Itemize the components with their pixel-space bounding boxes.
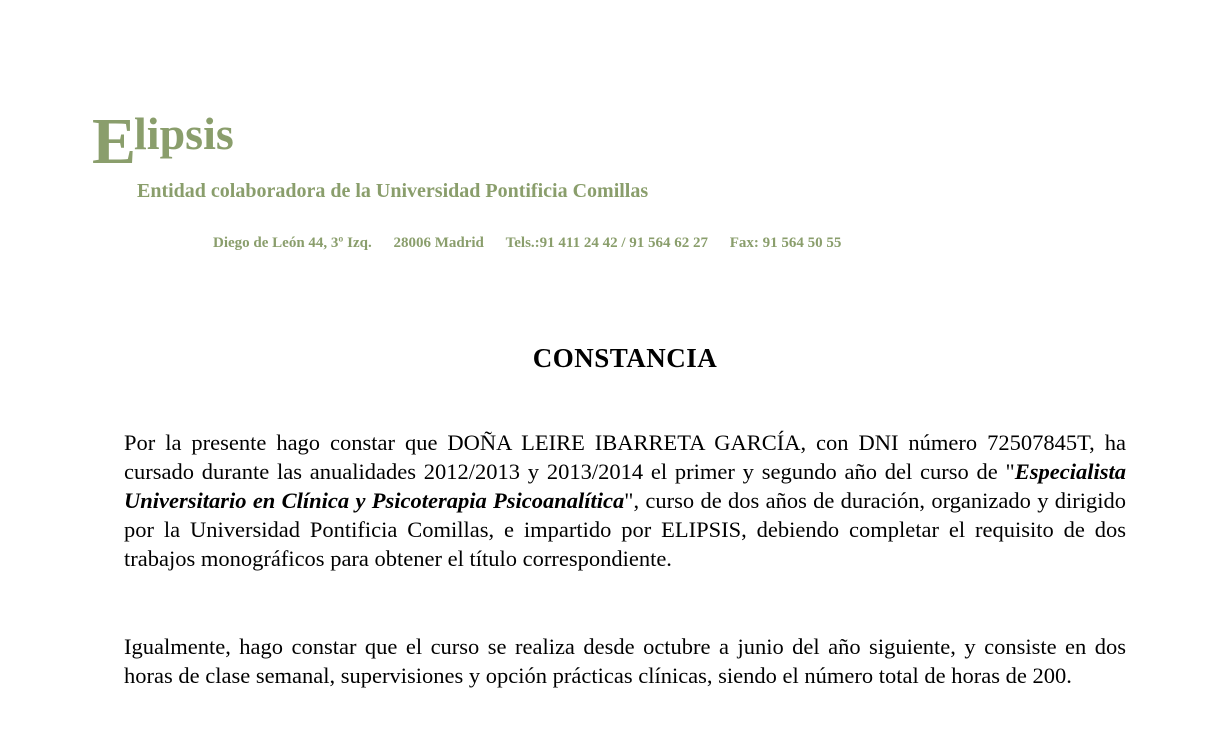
letterhead-contact xyxy=(213,235,841,252)
paragraph-1 xyxy=(124,428,1126,573)
elipsis-logo xyxy=(92,105,234,178)
letterhead-fax: Fax: 91 564 50 55 xyxy=(729,235,842,251)
paragraph-1-intro: Por la presente hago constar que DOÑA LEIRE IBARRETA GARCÍA, con DNI número 72507845T, ha cursado durante las anualidades 2012/2013 y 2013/2014 el primer y segundo año del curso de " xyxy=(124,430,1126,484)
course-name: Especialista Universitario en Clínica y Psicoterapia Psicoanalítica xyxy=(124,459,1126,513)
logo-text: lipsis xyxy=(134,108,234,159)
letterhead-tagline: Entidad colaboradora de la Universidad Pontificia Comillas xyxy=(137,180,649,202)
document-title: CONSTANCIA xyxy=(532,343,718,373)
logo-initial: E xyxy=(92,105,135,178)
paragraph-1-outro: ", curso de dos años de duración, organizado y dirigido por la Universidad Pontificia Comillas, e impartido por ELIPSIS, debiendo completar el requisito de dos trabajos monográficos para obtener el título correspondiente. xyxy=(124,488,1127,571)
letterhead-postal: 28006 Madrid xyxy=(393,235,484,251)
letterhead-address: Diego de León 44, 3º Izq. xyxy=(213,235,372,251)
letterhead-phones: Tels.:91 411 24 42 / 91 564 62 27 xyxy=(505,235,709,251)
paragraph-2: Igualmente, hago constar que el curso se realiza desde octubre a junio del año siguiente, y consiste en dos horas de clase semanal, supervisiones y opción prácticas clínicas, siendo el número total de horas de 200. xyxy=(124,634,1126,688)
